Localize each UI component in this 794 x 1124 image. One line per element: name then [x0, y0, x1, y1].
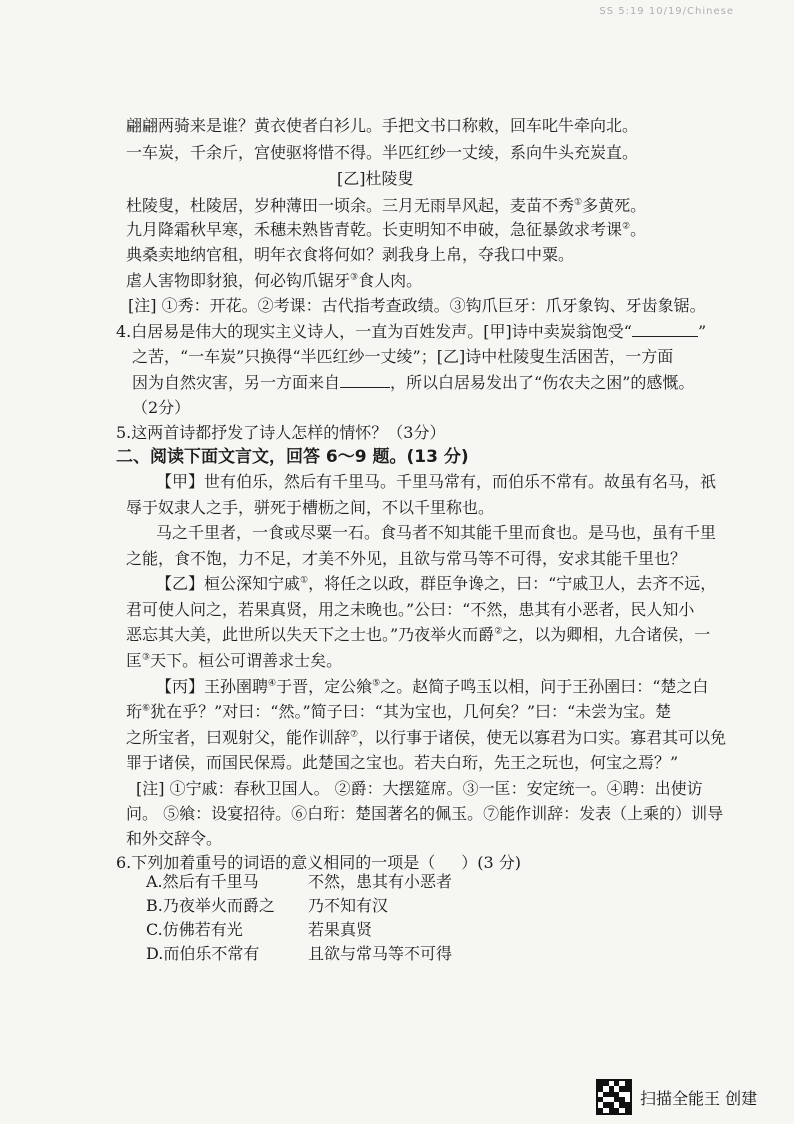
passage-jia-line3: 马之千里者，一食或尽粟一石。食马者不知其能千里而食也。是马也，虽有千里: [156, 523, 717, 542]
question-4-line2: 之苦，“一车炭”只换得“半匹红纱一丈绫”；[乙]诗中杜陵叟生活困苦，一方面: [132, 347, 674, 366]
question-5: 5.这两首诗都抒发了诗人怎样的情怀？（3分）: [116, 423, 446, 442]
section-2-title: 二、阅读下面文言文，回答 6～9 题。(13 分): [116, 447, 469, 467]
poem2-title: [乙]杜陵叟: [337, 169, 414, 188]
passage-bing-line4: 罪于诸侯，而国民保焉。此楚国之宝也。若夫白珩，先王之玩也，何宝之焉？”: [126, 753, 679, 772]
option-b-right: 乃不知有汉: [308, 896, 389, 915]
passage-yi-line4: 匡③天下。桓公可谓善求士矣。: [126, 651, 343, 670]
question-4-line1: 4.白居易是伟大的现实主义诗人，一直为百姓发声。[甲]诗中卖炭翁饱受“ ”: [116, 322, 707, 341]
passage-bing-line1: 【丙】王孙圉聘④于晋，定公飨⑤之。赵简子鸣玉以相，问于王孙圉曰：“楚之白: [156, 677, 709, 696]
passage-notes-line2: 问。 ⑤飨：设宴招待。⑥白珩：楚国著名的佩玉。⑦能作训辞：发表（上乘的）训导: [126, 804, 724, 823]
passage-notes-line3: 和外交辞令。: [126, 829, 223, 848]
option-b-left: B.乃夜举火而爵之: [146, 896, 275, 915]
poem2-line2: 九月降霜秋早寒，禾穗未熟皆青乾。长吏明知不申破，急征暴敛求考课②。: [126, 220, 647, 239]
poem2-notes: [注] ①秀：开花。②考课：古代指考查政绩。③钩爪巨牙：爪牙象钩、牙齿象锯。: [128, 296, 706, 315]
option-d-right: 且欲与常马等不可得: [308, 944, 453, 963]
poem2-line4: 虐人害物即豺狼，何必钩爪锯牙③食人肉。: [126, 271, 423, 290]
passage-jia-line4: 之能，食不饱，力不足，才美不外见，且欲与常马等不可得，安求其能千里也？: [126, 549, 687, 568]
scan-header-mark: SS 5:19 10/19/Chinese: [599, 6, 734, 17]
passage-yi-line1: 【乙】桓公深知宁戚①，将任之以政，群臣争谗之，曰：“宁戚卫人，去齐不远，: [156, 574, 717, 593]
option-c-left: C.仿佛若有光: [146, 920, 243, 939]
option-c-right: 若果真贤: [308, 920, 373, 939]
passage-bing-line3: 之所宝者，曰观射父，能作训辞⑦，以行事于诸侯，使无以寡君为口实。寡君其可以免: [126, 728, 727, 747]
question-6-stem: 6.下列加着重号的词语的意义相同的一项是（ ）(3 分): [116, 853, 522, 872]
question-4-line3: 因为自然灾害，另一方面来自 ，所以白居易发出了“伤农夫之困”的感慨。: [132, 373, 695, 392]
poem1-line1: 翩翩两骑来是谁？黄衣使者白衫儿。手把文书口称敕，回车叱牛牵向北。: [126, 116, 639, 135]
poem2-line1: 杜陵叟，杜陵居，岁种薄田一顷余。三月无雨旱风起，麦苗不秀①多黄死。: [126, 196, 647, 215]
poem1-line2: 一车炭，千余斤，宫使驱将惜不得。半匹红纱一丈绫，系向牛头充炭直。: [126, 143, 639, 162]
passage-yi-line2: 君可使人问之，若果真贤，用之未晚也。”公曰：“不然，患其有小恶者，民人知小: [126, 600, 695, 619]
option-a-left: A.然后有千里马: [146, 872, 259, 891]
option-a-right: 不然，患其有小恶者: [308, 872, 453, 891]
option-d-left: D.而伯乐不常有: [146, 944, 260, 963]
poem2-line3: 典桑卖地纳官租，明年衣食将何如？剥我身上帛，夺我口中粟。: [126, 245, 575, 264]
answer-blank-1[interactable]: [632, 322, 698, 337]
answer-blank-2[interactable]: [340, 373, 390, 388]
passage-yi-line3: 恶忘其大美，此世所以失天下之士也。”乃夜举火而爵②之，以为卿相，九合诸侯，一: [126, 625, 711, 644]
passage-notes-line1: [注] ①宁戚：春秋卫国人。 ②爵：大摆筵席。③一匡：安定统一。④聘：出使访: [136, 779, 703, 798]
scanner-watermark: [596, 1079, 757, 1115]
question-4-score: （2分）: [132, 398, 191, 417]
passage-jia-line2: 辱于奴隶人之手，骈死于槽枥之间，不以千里称也。: [126, 498, 495, 517]
passage-jia-line1: 【甲】世有伯乐，然后有千里马。千里马常有，而伯乐不常有。故虽有名马，祇: [156, 472, 717, 491]
watermark-text: 扫描全能王 创建: [640, 1088, 758, 1108]
passage-bing-line2: 珩⑥犹在乎？”对曰：“然。”简子曰：“其为宝也，几何矣？”曰：“未尝为宝。楚: [126, 702, 672, 721]
qr-code-icon: [596, 1079, 632, 1115]
